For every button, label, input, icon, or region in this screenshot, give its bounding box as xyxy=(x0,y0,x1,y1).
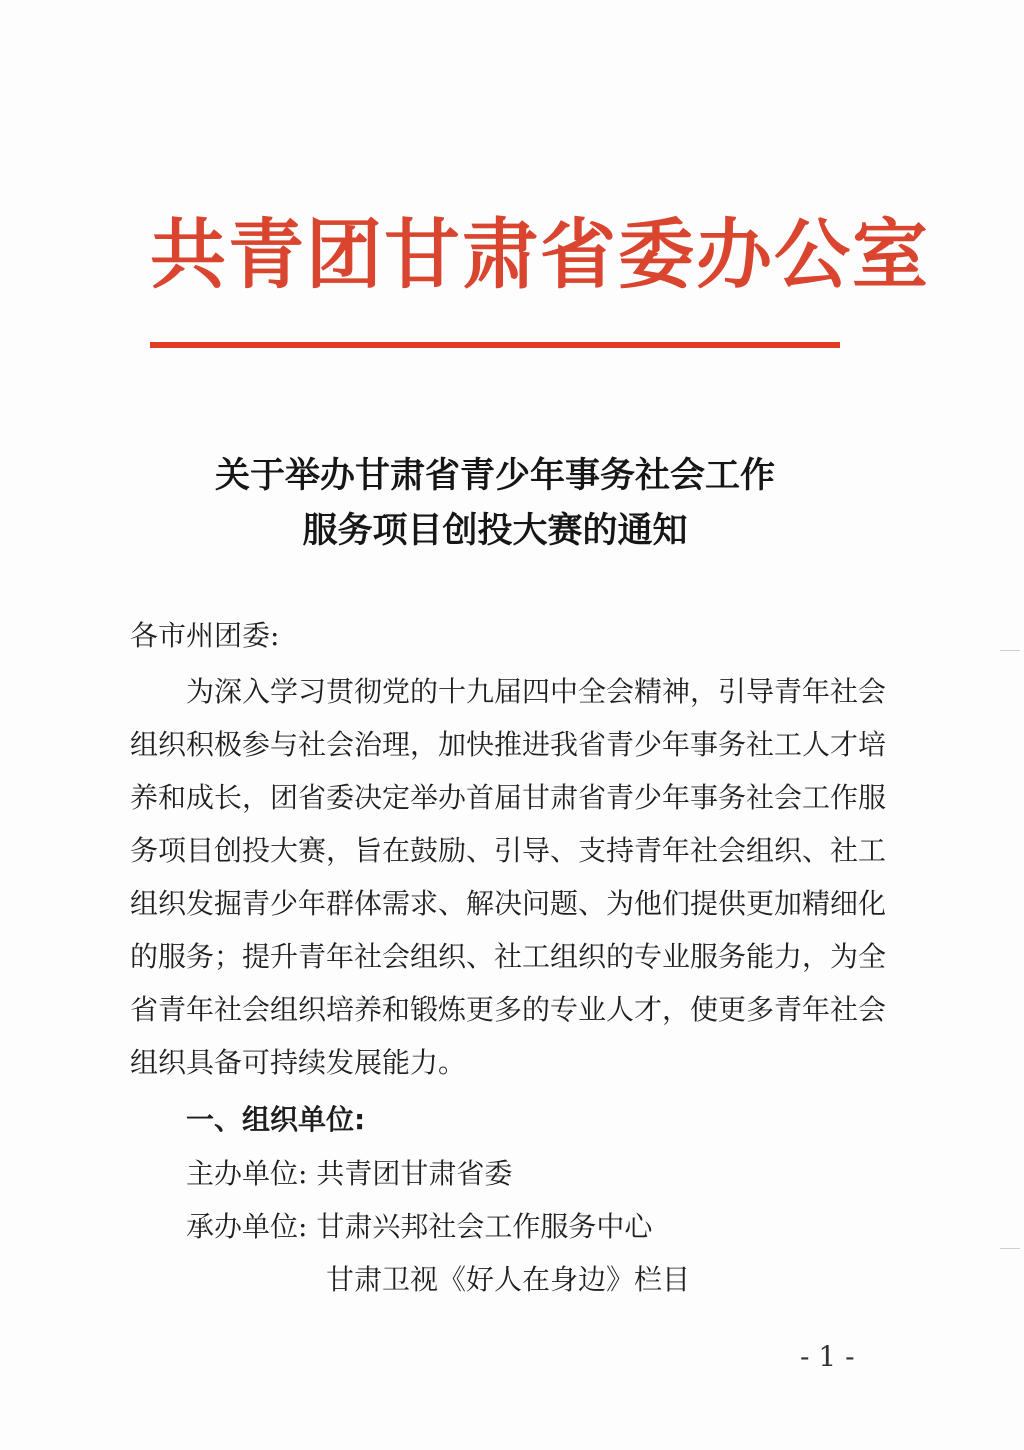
issuing-office-header: 共青团甘肃省委办公室 xyxy=(150,210,930,299)
body-line-5: 组织发掘青少年群体需求、解决问题、为他们提供更加精细化 xyxy=(130,887,887,920)
document-title-line-2: 服务项目创投大赛的通知 xyxy=(302,511,688,551)
page-number: - 1 - xyxy=(800,1340,855,1373)
organizer-unit: 承办单位: 甘肃兴邦社会工作服务中心 xyxy=(186,1210,653,1243)
scan-edge-mark xyxy=(1000,1248,1020,1249)
section-heading-organizers: 一、组织单位: xyxy=(186,1103,366,1136)
document-title-line-1: 关于举办甘肃省青少年事务社会工作 xyxy=(214,456,775,496)
host-unit: 主办单位: 共青团甘肃省委 xyxy=(186,1157,513,1190)
red-divider-line xyxy=(150,342,840,348)
body-line-8: 组织具备可持续发展能力。 xyxy=(130,1046,467,1079)
body-line-6: 的服务；提升青年社会组织、社工组织的专业服务能力，为全 xyxy=(130,940,887,973)
body-line-2: 组织积极参与社会治理，加快推进我省青少年事务社工人才培 xyxy=(130,728,887,761)
body-line-1: 为深入学习贯彻党的十九届四中全会精神，引导青年社会 xyxy=(186,675,887,708)
body-line-7: 省青年社会组织培养和锻炼更多的专业人才，使更多青年社会 xyxy=(130,993,887,1026)
salutation: 各市州团委: xyxy=(130,619,280,652)
body-line-4: 务项目创投大赛，旨在鼓励、引导、支持青年社会组织、社工 xyxy=(130,834,887,867)
scan-edge-mark xyxy=(1000,650,1020,651)
body-line-3: 养和成长，团省委决定举办首届甘肃省青少年事务社会工作服 xyxy=(130,781,887,814)
co-organizer-unit: 甘肃卫视《好人在身边》栏目 xyxy=(326,1263,691,1296)
